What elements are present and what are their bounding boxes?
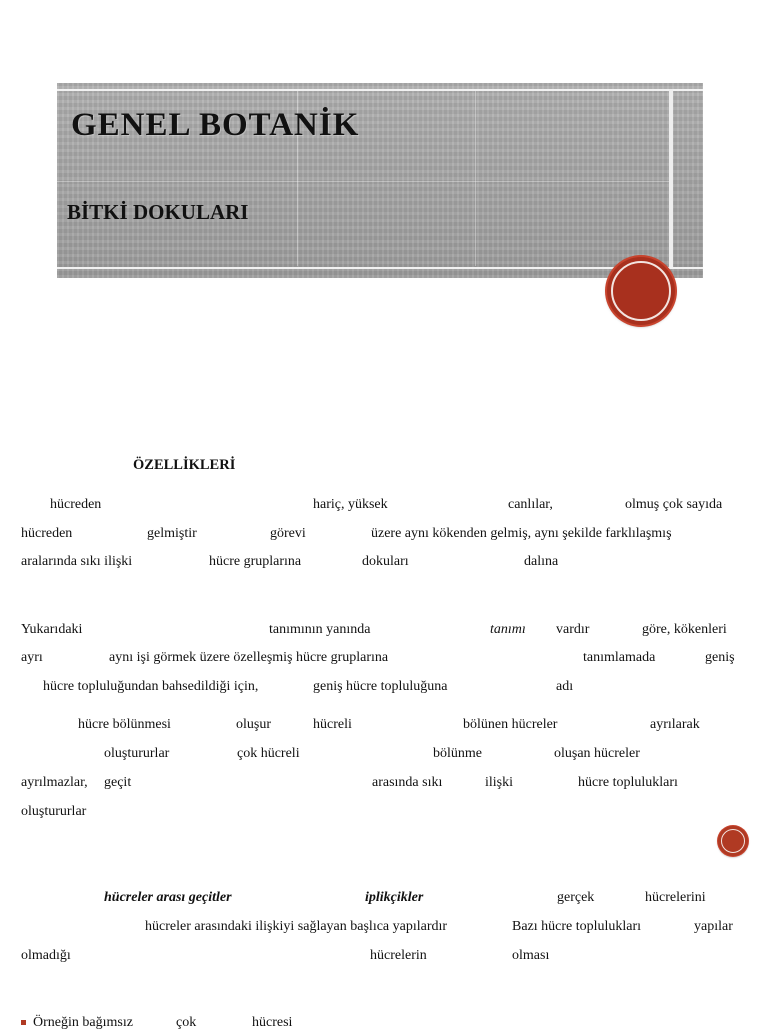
p1-line2-word: hücreden bbox=[21, 526, 73, 541]
bullet-square-icon bbox=[21, 1020, 26, 1025]
p4-line2-word: Bazı hücre toplulukları bbox=[512, 919, 642, 934]
page-subtitle: BİTKİ DOKULARI bbox=[67, 200, 249, 224]
p3-line2-word: bölünme bbox=[433, 746, 482, 761]
banner-texture-line bbox=[475, 91, 476, 266]
p4-line3-word: olmadığı bbox=[21, 948, 71, 963]
p1-line3-word: hücre gruplarına bbox=[209, 554, 302, 569]
p4-line2-word: hücreler arasındaki ilişkiyi sağlayan başlıca yapılardır bbox=[145, 919, 448, 934]
bullet-item-word: hücresi bbox=[252, 1015, 293, 1030]
p2-line1-word: tanımının yanında bbox=[269, 622, 371, 637]
p1-line1-word: hücreden bbox=[50, 497, 102, 512]
banner-texture-line bbox=[57, 181, 669, 182]
section-heading: ÖZELLİKLERİ bbox=[133, 457, 236, 473]
banner-bottom-stripe bbox=[57, 267, 703, 269]
p1-line3-word: dalına bbox=[524, 554, 559, 569]
p3-line1-word: oluşur bbox=[236, 717, 271, 732]
p2-line2-word: geniş bbox=[705, 650, 735, 665]
p3-line1-word: bölünen hücreler bbox=[463, 717, 558, 732]
page-title: GENEL BOTANİK bbox=[71, 107, 360, 143]
p3-line4-word: oluştururlar bbox=[21, 804, 87, 819]
p3-line3-word: arasında sıkı bbox=[372, 775, 443, 790]
p3-line1-word: hücreli bbox=[313, 717, 352, 732]
p3-line2-word: çok hücreli bbox=[237, 746, 300, 761]
p4-line1-word: hücreler arası geçitler bbox=[104, 890, 232, 905]
p3-line3-word: ayrılmazlar, bbox=[21, 775, 88, 790]
banner-right-stripe bbox=[669, 89, 673, 267]
p1-line2-word: gelmiştir bbox=[147, 526, 197, 541]
decorative-circle-icon bbox=[718, 826, 748, 856]
p4-line1-word: iplikçikler bbox=[365, 890, 424, 905]
p3-line2-word: oluştururlar bbox=[104, 746, 170, 761]
p2-line3-word: geniş hücre topluluğuna bbox=[313, 679, 448, 694]
p1-line3-word: aralarında sıkı ilişki bbox=[21, 554, 133, 569]
p2-line1-word: Yukarıdaki bbox=[21, 622, 83, 637]
p3-line1-word: hücre bölünmesi bbox=[78, 717, 171, 732]
p2-line1-word: vardır bbox=[556, 622, 590, 637]
decorative-circle-icon bbox=[607, 257, 675, 325]
p3-line1-word: ayrılarak bbox=[650, 717, 700, 732]
p4-line3-word: hücrelerin bbox=[370, 948, 427, 963]
bullet-item-word: Örneğin bağımsız bbox=[33, 1015, 133, 1030]
p3-line3-word: geçit bbox=[104, 775, 132, 790]
p2-line2-word: tanımlamada bbox=[583, 650, 656, 665]
p1-line2-word: görevi bbox=[270, 526, 306, 541]
banner-top-stripe bbox=[57, 89, 703, 91]
p2-line2-word: aynı işi görmek üzere özelleşmiş hücre gruplarına bbox=[109, 650, 389, 665]
p2-line2-word: ayrı bbox=[21, 650, 43, 665]
p1-line2-word: üzere aynı kökenden gelmiş, aynı şekilde farklılaşmış bbox=[371, 526, 672, 541]
p4-line2-word: yapılar bbox=[694, 919, 733, 934]
p1-line1-word: olmuş çok sayıda bbox=[625, 497, 723, 512]
p1-line3-word: dokuları bbox=[362, 554, 409, 569]
p2-line1-word: tanımı bbox=[490, 622, 526, 637]
p4-line1-word: hücrelerini bbox=[645, 890, 706, 905]
p4-line3-word: olması bbox=[512, 948, 550, 963]
bullet-item-word: çok bbox=[176, 1015, 197, 1030]
p2-line3-word: adı bbox=[556, 679, 574, 694]
p1-line1-word: hariç, yüksek bbox=[313, 497, 388, 512]
title-banner bbox=[57, 83, 703, 278]
p2-line3-word: hücre topluluğundan bahsedildiği için, bbox=[43, 679, 259, 694]
p3-line2-word: oluşan hücreler bbox=[554, 746, 640, 761]
p3-line3-word: hücre toplulukları bbox=[578, 775, 678, 790]
p4-line1-word: gerçek bbox=[557, 890, 595, 905]
p1-line1-word: canlılar, bbox=[508, 497, 553, 512]
p2-line1-word: göre, kökenleri bbox=[642, 622, 727, 637]
p3-line3-word: ilişki bbox=[485, 775, 514, 790]
